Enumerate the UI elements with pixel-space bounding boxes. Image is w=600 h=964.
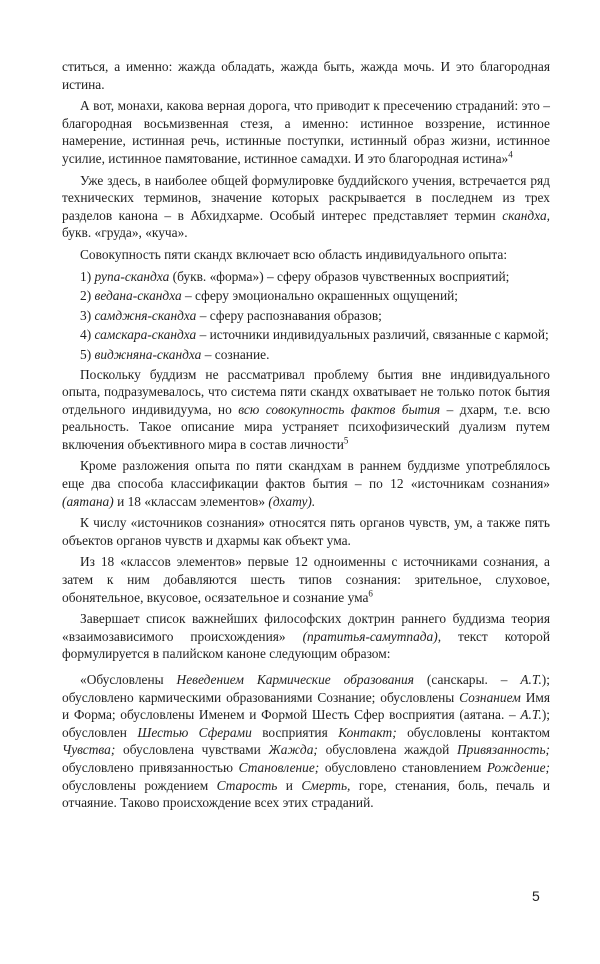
quote-term: Смерть, xyxy=(301,777,351,793)
paragraph xyxy=(62,457,550,510)
quote-text: обусловлена жаждой xyxy=(317,742,458,758)
list-number: 5) xyxy=(80,346,92,362)
paragraph-text: – дхарм, т.е. всю реальность. Такое описание мира устраняет психофизический дуализм путем включения объективного мира в состав личности xyxy=(62,401,550,452)
quote-text: обусловлено становлением xyxy=(319,759,487,775)
quote-text: «Обусловлены xyxy=(80,672,177,687)
term: скандха, xyxy=(502,207,550,223)
quote-text: горе, стенания, боль, печаль и отчаяние. Таково происхождение всех этих страданий. xyxy=(62,777,550,811)
quote-text: ); обусловлено кармическими образованиями Сознание; обусловлены xyxy=(62,672,550,705)
list-text: (букв. «форма») – сферу образов чувственных восприятий; xyxy=(169,268,510,284)
quote-text: обусловлено привязанностью xyxy=(62,759,239,775)
quote-term: Сознанием xyxy=(459,689,521,705)
term: (аятана) xyxy=(62,493,114,509)
quote-text: (санскары. – xyxy=(413,672,521,687)
quote-text: обусловлены контактом xyxy=(396,724,550,740)
term: всю совокупность фактов бытия xyxy=(238,401,441,417)
list-item xyxy=(62,307,550,325)
paragraph xyxy=(62,366,550,454)
quote-term: Неведением Кармические образования xyxy=(176,672,414,687)
quote-term: Рождение; xyxy=(486,759,550,775)
canon-quote xyxy=(62,671,550,812)
term: самджня-скандха xyxy=(94,307,197,323)
list-number: 2) xyxy=(80,288,92,304)
list-number: 4) xyxy=(80,327,92,343)
term: (пратитья-самутпада), xyxy=(302,628,442,644)
paragraph xyxy=(62,514,550,549)
list-item xyxy=(62,287,550,305)
quote-term: А.Т. xyxy=(520,672,542,687)
quote-term: Привязанность; xyxy=(457,742,551,758)
list-text: – сознание. xyxy=(201,346,270,362)
term: виджняна-скандха xyxy=(94,346,202,362)
list-text: – источники индивидуальных различий, связанные с кармой; xyxy=(196,327,549,343)
paragraph-text: и 18 «классам элементов» xyxy=(113,493,269,509)
paragraph-text: А вот, монахи, какова верная дорога, что приводит к пресечению страданий: это – благородная восьмизвенная стезя, а именно: истинное воззрение, истинное намерение, истинная речь, истинные поступки, истинный образ жизни, истинное усилие, истинное памятование, истинное самадхи. И это благородная истина» xyxy=(62,98,550,166)
paragraph xyxy=(62,97,550,167)
quote-text: Имя и Форма; обусловлены Именем и Формой Шесть Сфер восприятия (аятана. – xyxy=(62,689,550,723)
term: самскара-скандха xyxy=(94,327,197,343)
quote-text: обусловлена чувствами xyxy=(115,742,269,758)
paragraph-text: Уже здесь, в наиболее общей формулировке буддийского учения, встречается ряд технических терминов, значение которых раскрывается в последнем из трех разделов канона – в Абхидхарме. Особый интерес представляет термин xyxy=(62,172,550,223)
list-number: 1) xyxy=(80,268,92,284)
paragraph xyxy=(62,553,550,606)
term: (дхату). xyxy=(268,493,316,509)
paragraph-text: Завершает список важнейших философских доктрин раннего буддизма теория «взаимозависимого происхождения» xyxy=(62,611,550,644)
list-item xyxy=(62,346,550,364)
paragraph xyxy=(62,172,550,242)
quote-term: Чувства; xyxy=(62,742,116,758)
paragraph-text: Из 18 «классов элементов» первые 12 одноименны с источниками сознания, а затем к ним добавляются шесть типов сознания: зрительное, слуховое, обонятельное, вкусовое, осязательное и сознание ума xyxy=(62,554,550,605)
quote-text: обусловлены рождением xyxy=(62,777,217,793)
paragraph-text: Кроме разложения опыта по пяти скандхам в раннем буддизме употреблялось еще два способа классификации фактов бытия – по 12 «источникам сознания» xyxy=(62,458,550,492)
quote-text: восприятия xyxy=(251,724,339,740)
footnote-ref[interactable]: 6 xyxy=(368,588,373,599)
paragraph xyxy=(62,246,550,264)
footnote-ref[interactable]: 4 xyxy=(508,149,513,160)
paragraph xyxy=(62,610,550,663)
paragraph-text: ститься, а именно: жажда обладать, жажда быть, жажда мочь. И это благородная истина. xyxy=(62,59,550,92)
list-text: – сферу распознавания образов; xyxy=(196,307,382,323)
page-number: 5 xyxy=(532,888,540,904)
page-body xyxy=(62,58,550,816)
quote-text: ); обусловлен xyxy=(62,707,550,740)
quote-term: Жажда; xyxy=(268,742,318,758)
paragraph-text: К числу «источников сознания» относятся пять органов чувств, ум, а также пять объектов органов чувств и дхармы как объект ума. xyxy=(62,515,550,548)
quote-term: Старость xyxy=(216,777,278,793)
list-text: – сферу эмоционально окрашенных ощущений; xyxy=(181,288,459,304)
term: рупа-скандха xyxy=(94,268,170,284)
quote-term: Шестью Сферами xyxy=(137,724,252,740)
footnote-ref[interactable]: 5 xyxy=(343,435,349,446)
paragraph-text: букв. «груда», «куча». xyxy=(62,225,188,241)
list-number: 3) xyxy=(80,307,92,323)
list-item xyxy=(62,326,550,344)
quote-term: Контакт; xyxy=(338,724,397,740)
quote-text: и xyxy=(277,777,302,793)
quote-term: А.Т. xyxy=(520,707,542,723)
term: ведана-скандха xyxy=(94,288,182,304)
paragraph-text: Совокупность пяти скандх включает всю область индивидуального опыта: xyxy=(80,246,508,262)
paragraph-text: текст которой формулируется в палийском каноне следующим образом: xyxy=(62,628,550,662)
paragraph xyxy=(62,58,550,93)
paragraph-text: Поскольку буддизм не рассматривал проблему бытия вне индивидуального опыта, подразумевалось, что система пяти скандх охватывает не только поток бытия отдельного индивидуума, но xyxy=(62,366,550,417)
quote-term: Становление; xyxy=(238,759,320,775)
list-item xyxy=(62,268,550,286)
